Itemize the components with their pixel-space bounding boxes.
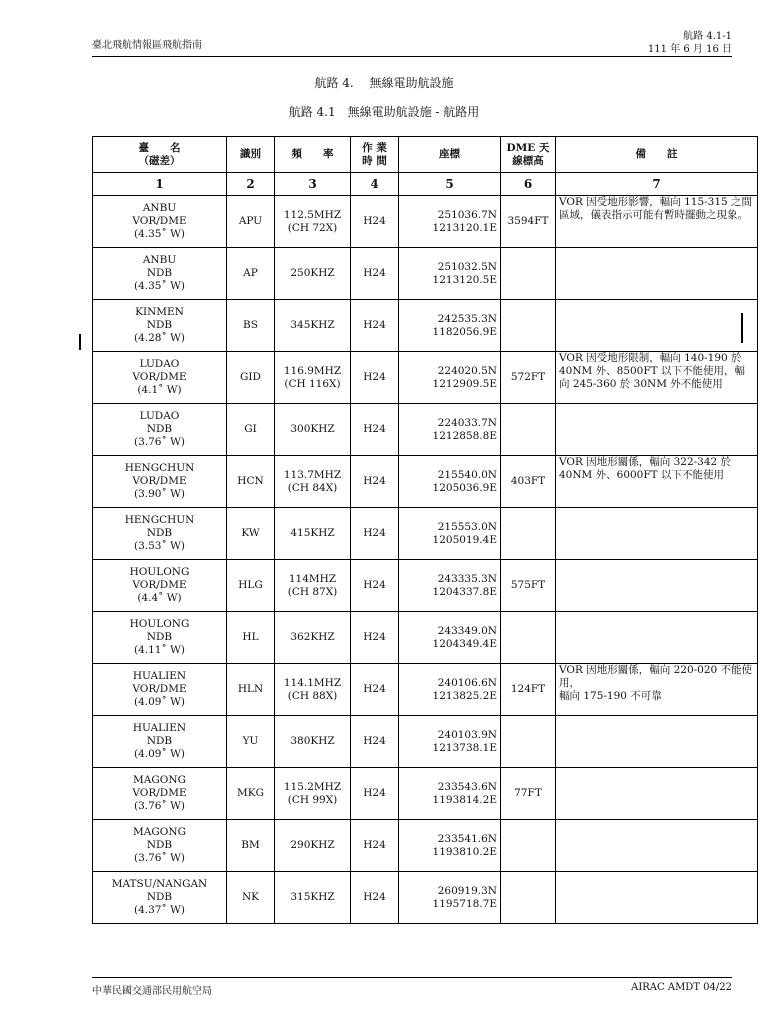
table-row (93, 612, 758, 664)
col-header-ident: 識別 (227, 137, 275, 173)
cell-frequency: 112.5MHZ (CH 72X) (275, 196, 351, 248)
col-header-dme-elevation: DME 天 線標高 (501, 137, 556, 173)
cell-frequency: 115.2MHZ (CH 99X) (275, 768, 351, 820)
cell-dme-elevation: 3594FT (501, 196, 556, 248)
cell-frequency: 290KHZ (275, 820, 351, 872)
cell-dme-elevation (501, 404, 556, 456)
cell-station-name: MAGONG VOR/DME (3.76˚ W) (93, 768, 227, 820)
cell-station-name: LUDAO NDB (3.76˚ W) (93, 404, 227, 456)
cell-remarks (556, 560, 758, 612)
cell-remarks (556, 300, 758, 352)
cell-hours: H24 (351, 716, 399, 768)
cell-dme-elevation: 77FT (501, 768, 556, 820)
cell-coordinates: 260919.3N 1195718.7E (399, 872, 501, 924)
cell-coordinates: 215540.0N 1205036.9E (399, 456, 501, 508)
header-page-info (648, 30, 732, 56)
cell-coordinates: 233541.6N 1193810.2E (399, 820, 501, 872)
cell-station-name: ANBU VOR/DME (4.35˚ W) (93, 196, 227, 248)
cell-dme-elevation: 575FT (501, 560, 556, 612)
cell-hours: H24 (351, 664, 399, 716)
cell-remarks: VOR 因受地形限制，輻向 140-190 於 40NM 外、8500FT 以下不能使用，輻向 245-360 於 30NM 外不能使用 (556, 352, 758, 404)
header-publication-title: 臺北飛航情報區飛航指南 (92, 40, 202, 51)
table-body (93, 196, 758, 924)
cell-frequency: 250KHZ (275, 248, 351, 300)
col-header-hours: 作 業 時 間 (351, 137, 399, 173)
cell-dme-elevation (501, 508, 556, 560)
cell-remarks (556, 872, 758, 924)
cell-station-name: MATSU/NANGAN NDB (4.37˚ W) (93, 872, 227, 924)
footer-authority: 中華民國交通部民用航空局 (92, 986, 212, 997)
cell-station-name: HENGCHUN VOR/DME (3.90˚ W) (93, 456, 227, 508)
cell-remarks (556, 820, 758, 872)
cell-coordinates: 240106.6N 1213825.2E (399, 664, 501, 716)
cell-hours: H24 (351, 508, 399, 560)
cell-dme-elevation (501, 248, 556, 300)
table-column-number-row (93, 173, 758, 196)
cell-frequency: 315KHZ (275, 872, 351, 924)
cell-dme-elevation (501, 716, 556, 768)
cell-ident: HCN (227, 456, 275, 508)
cell-hours: H24 (351, 768, 399, 820)
cell-dme-elevation: 403FT (501, 456, 556, 508)
cell-remarks (556, 404, 758, 456)
cell-remarks (556, 716, 758, 768)
cell-ident: MKG (227, 768, 275, 820)
col-number: 7 (556, 173, 758, 196)
col-header-station-name: 臺 名 （磁差） (93, 137, 227, 173)
cell-station-name: HUALIEN NDB (4.09˚ W) (93, 716, 227, 768)
cell-hours: H24 (351, 456, 399, 508)
cell-hours: H24 (351, 872, 399, 924)
col-number: 2 (227, 173, 275, 196)
cell-station-name: ANBU NDB (4.35˚ W) (93, 248, 227, 300)
cell-frequency: 113.7MHZ (CH 84X) (275, 456, 351, 508)
table-row (93, 456, 758, 508)
cell-frequency: 362KHZ (275, 612, 351, 664)
table-row (93, 352, 758, 404)
cell-remarks: VOR 因地形關係，輻向 220-020 不能使用， 輻向 175-190 不可靠 (556, 664, 758, 716)
cell-station-name: HOULONG NDB (4.11˚ W) (93, 612, 227, 664)
cell-station-name: HENGCHUN NDB (3.53˚ W) (93, 508, 227, 560)
cell-coordinates: 224020.5N 1212909.5E (399, 352, 501, 404)
cell-hours: H24 (351, 560, 399, 612)
table-row (93, 664, 758, 716)
cell-station-name: KINMEN NDB (4.28˚ W) (93, 300, 227, 352)
cell-ident: GID (227, 352, 275, 404)
cell-ident: HLN (227, 664, 275, 716)
table-row (93, 300, 758, 352)
cell-station-name: MAGONG NDB (3.76˚ W) (93, 820, 227, 872)
cell-frequency: 116.9MHZ (CH 116X) (275, 352, 351, 404)
cell-dme-elevation (501, 300, 556, 352)
cell-coordinates: 215553.0N 1205019.4E (399, 508, 501, 560)
cell-remarks (556, 612, 758, 664)
table-row (93, 196, 758, 248)
cell-ident: APU (227, 196, 275, 248)
col-header-coordinates: 座標 (399, 137, 501, 173)
table-row (93, 820, 758, 872)
cell-dme-elevation (501, 820, 556, 872)
col-header-remarks: 備 註 (556, 137, 758, 173)
cell-ident: GI (227, 404, 275, 456)
cell-frequency: 380KHZ (275, 716, 351, 768)
col-header-frequency: 頻 率 (275, 137, 351, 173)
cell-coordinates: 240103.9N 1213738.1E (399, 716, 501, 768)
table-row (93, 872, 758, 924)
cell-frequency: 345KHZ (275, 300, 351, 352)
cell-remarks: VOR 因受地形影響，輻向 115-315 之間區域，儀表指示可能有暫時擺動之現象。 (556, 196, 758, 248)
cell-dme-elevation: 124FT (501, 664, 556, 716)
navaid-table (92, 136, 758, 924)
cell-coordinates: 233543.6N 1193814.2E (399, 768, 501, 820)
change-bar-left (79, 334, 81, 350)
col-number: 6 (501, 173, 556, 196)
cell-frequency: 114.1MHZ (CH 88X) (275, 664, 351, 716)
subsection-title: 航路 4.1 無線電助航設施 - 航路用 (288, 105, 480, 119)
cell-hours: H24 (351, 612, 399, 664)
cell-coordinates: 242535.3N 1182056.9E (399, 300, 501, 352)
cell-frequency: 415KHZ (275, 508, 351, 560)
header-date: 111 年 6 月 16 日 (647, 44, 732, 55)
cell-coordinates: 224033.7N 1212858.8E (399, 404, 501, 456)
cell-frequency: 300KHZ (275, 404, 351, 456)
header-rule (92, 56, 732, 57)
cell-hours: H24 (351, 352, 399, 404)
cell-station-name: LUDAO VOR/DME (4.1˚ W) (93, 352, 227, 404)
cell-coordinates: 251036.7N 1213120.1E (399, 196, 501, 248)
cell-station-name: HUALIEN VOR/DME (4.09˚ W) (93, 664, 227, 716)
cell-ident: YU (227, 716, 275, 768)
table-row (93, 768, 758, 820)
col-number: 5 (399, 173, 501, 196)
footer-rule (92, 977, 732, 978)
table-header-row (93, 137, 758, 173)
cell-remarks (556, 248, 758, 300)
cell-remarks (556, 768, 758, 820)
table-row (93, 716, 758, 768)
cell-coordinates: 243335.3N 1204337.8E (399, 560, 501, 612)
footer-amendment: AIRAC AMDT 04/22 (631, 982, 732, 993)
cell-coordinates: 251032.5N 1213120.5E (399, 248, 501, 300)
cell-ident: KW (227, 508, 275, 560)
col-number: 1 (93, 173, 227, 196)
cell-dme-elevation: 572FT (501, 352, 556, 404)
table-row (93, 248, 758, 300)
table-row (93, 508, 758, 560)
header-page-number: 航路 4.1-1 (683, 31, 732, 42)
cell-hours: H24 (351, 300, 399, 352)
table-row (93, 560, 758, 612)
cell-dme-elevation (501, 612, 556, 664)
cell-ident: HLG (227, 560, 275, 612)
col-number: 4 (351, 173, 399, 196)
cell-hours: H24 (351, 248, 399, 300)
cell-hours: H24 (351, 404, 399, 456)
cell-station-name: HOULONG VOR/DME (4.4˚ W) (93, 560, 227, 612)
cell-ident: HL (227, 612, 275, 664)
cell-ident: BS (227, 300, 275, 352)
cell-hours: H24 (351, 820, 399, 872)
col-number: 3 (275, 173, 351, 196)
cell-ident: NK (227, 872, 275, 924)
cell-hours: H24 (351, 196, 399, 248)
cell-remarks (556, 508, 758, 560)
cell-frequency: 114MHZ (CH 87X) (275, 560, 351, 612)
table-row (93, 404, 758, 456)
cell-ident: BM (227, 820, 275, 872)
section-title: 航路 4. 無線電助航設施 (314, 76, 454, 90)
cell-ident: AP (227, 248, 275, 300)
cell-dme-elevation (501, 872, 556, 924)
cell-remarks: VOR 因地形關係，輻向 322-342 於 40NM 外、6000FT 以下不能使用 (556, 456, 758, 508)
cell-coordinates: 243349.0N 1204349.4E (399, 612, 501, 664)
